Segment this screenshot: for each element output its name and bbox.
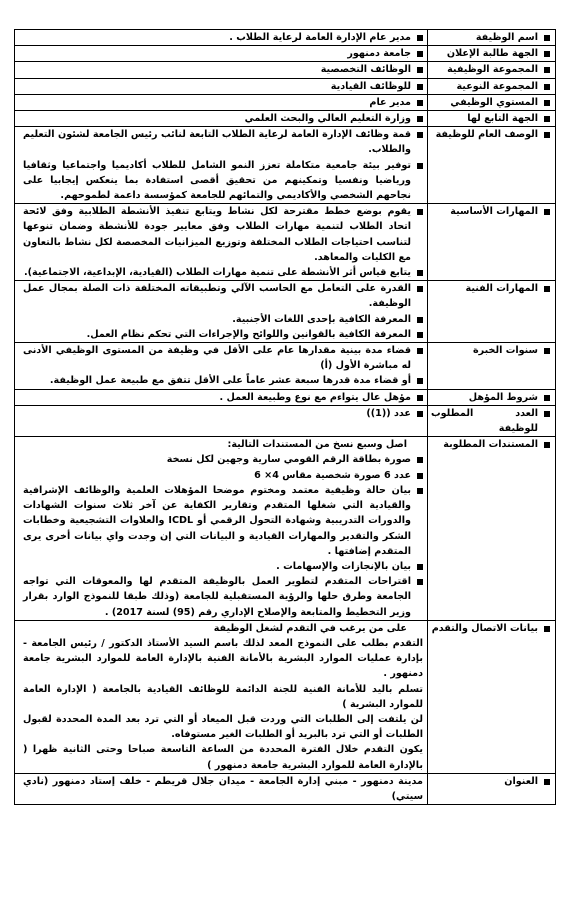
row-label — [431, 127, 550, 142]
table-row — [15, 343, 556, 390]
row-paragraph: يكون التقدم خلال الفترة المحددة من الساعة التاسعة صباحا وحتى الثانية ظهرا ( بالإدارة العامة للموارد البشرية جامعة دمنهور ) — [23, 744, 423, 771]
row-bullet-item — [23, 406, 423, 421]
bullet-square-icon — [544, 100, 550, 106]
bullet-square-icon — [544, 626, 550, 632]
row-intro-text: على من يرغب في التقدم لشغل الوظيفة — [213, 622, 407, 634]
table-row — [15, 405, 556, 436]
row-label-cell — [428, 78, 556, 94]
table-row — [15, 773, 556, 804]
row-bullet-item — [23, 30, 423, 45]
row-paragraph: تسلم باليد للأمانة الفنية للجنة الدائمة للوظائف القيادية بالجامعة ( الإدارة العامة للموارد البشرية ) — [23, 683, 423, 710]
row-paragraph: مدينة دمنهور - مبني إدارة الجامعة - ميدان جلال قريطم - خلف إستاد دمنهور (نادي سيتي) — [23, 775, 423, 802]
row-value-cell — [15, 30, 428, 46]
row-bullet-item — [23, 79, 423, 94]
table-row — [15, 46, 556, 62]
bullet-square-icon — [544, 442, 550, 448]
row-value-cell — [15, 127, 428, 204]
row-value-cell — [15, 46, 428, 62]
row-paragraph: التقدم بطلب على النموذج المعد لذلك باسم السيد الأستاذ الدكتور / رئيس الجامعة - بإدارة عمليات الموارد البشرية بالأمانة الفنية بالإدارة العامة للموارد البشرية جامعة دمنهور . — [23, 637, 423, 680]
bullet-square-icon — [417, 488, 423, 494]
row-bullet-item — [23, 265, 423, 280]
row-bullet-text: وزارة التعليم العالي والبحث العلمي — [244, 113, 411, 125]
row-bullet-item — [23, 204, 423, 265]
job-details-table — [14, 29, 556, 805]
bullet-square-icon — [544, 84, 550, 90]
row-bullet-item — [23, 158, 423, 204]
row-bullet-text: قضاء مدة بينية مقدارها عام على الأقل في وظيفة من المستوى الوظيفي الأدنى له مباشرة الأول (أ) — [23, 345, 411, 372]
row-label-text: الجهة طالبة الإعلان — [446, 48, 538, 60]
row-bullet-item — [23, 574, 423, 620]
row-label-text: المهارات الفنية — [465, 283, 538, 295]
row-label-cell — [428, 94, 556, 110]
row-value-cell — [15, 94, 428, 110]
bullet-square-icon — [417, 84, 423, 90]
row-bullet-item — [23, 373, 423, 388]
bullet-square-icon — [417, 395, 423, 401]
table-row — [15, 30, 556, 46]
bullet-square-icon — [417, 473, 423, 479]
bullet-square-icon — [544, 286, 550, 292]
bullet-square-icon — [417, 348, 423, 354]
row-bullet-item — [23, 468, 423, 483]
row-label-cell — [428, 127, 556, 204]
row-bullet-text: أو قضاء مدة قدرها سبعة عشر عاماً على الأقل تتفق مع طبيعة عمل الوظيفة. — [49, 375, 411, 387]
row-bullet-text: صورة بطاقة الرقم القومي سارية وجهين لكل نسخة — [166, 454, 411, 466]
row-bullet-text: الوظائف التخصصية — [320, 64, 411, 76]
row-label-text: المستوي الوظيفي — [450, 96, 538, 108]
row-bullet-text: مدير عام الإدارة العامة لرعاية الطلاب . — [229, 32, 411, 43]
row-bullet-item — [23, 46, 423, 61]
row-label — [431, 95, 550, 110]
row-label — [431, 281, 550, 296]
row-bullet-item — [23, 281, 423, 311]
row-label-cell — [428, 773, 556, 804]
row-bullet-item — [23, 127, 423, 157]
row-label-text: المجموعة الوظيفية — [447, 64, 538, 76]
row-bullet-item — [23, 327, 423, 342]
row-label — [431, 406, 550, 436]
row-label-text: المستندات المطلوبة — [443, 439, 538, 451]
row-value-cell — [15, 204, 428, 281]
bullet-square-icon — [417, 209, 423, 215]
bullet-square-icon — [544, 395, 550, 401]
row-label — [431, 30, 550, 45]
row-label — [431, 62, 550, 77]
row-value-cell — [15, 437, 428, 620]
row-paragraph: لن يلتفت إلى الطلبات التي وردت قبل الميعاد أو التي ترد بعد المدة المحددة لقبول الطلبات أو التي ترد بالبريد أو الطلبات الغير مستوفاه. — [23, 713, 423, 741]
row-label — [431, 621, 550, 636]
job-details-body — [15, 30, 556, 805]
row-bullet-item — [23, 111, 423, 126]
bullet-square-icon — [544, 209, 550, 215]
row-value-cell — [15, 405, 428, 436]
row-label-text: اسم الوظيفة — [475, 32, 538, 43]
row-label-cell — [428, 204, 556, 281]
bullet-square-icon — [417, 67, 423, 73]
table-row — [15, 62, 556, 78]
row-label-cell — [428, 343, 556, 390]
row-bullet-text: عدد ((1)) — [366, 407, 411, 419]
row-bullet-text: قمة وظائف الإدارة العامة لرعاية الطلاب التابعة لنائب رئيس الجامعة لشئون التعليم والطلاب. — [23, 129, 411, 156]
row-bullet-text: المعرفة الكافية بإحدى اللغات الأجنبية. — [232, 313, 411, 325]
table-row — [15, 78, 556, 94]
row-bullet-text: يتابع قياس أثر الأنشطة على تنمية مهارات الطلاب (القيادية، الإبداعية، الاجتماعية). — [24, 267, 411, 279]
table-row — [15, 204, 556, 281]
row-label-cell — [428, 405, 556, 436]
row-label-cell — [428, 281, 556, 343]
row-label — [431, 390, 550, 405]
bullet-square-icon — [417, 51, 423, 57]
row-label-text: بيانات الاتصال والتقدم — [431, 622, 538, 634]
row-label-cell — [428, 620, 556, 773]
row-bullet-text: اقتراحات المتقدم لتطوير العمل بالوظيفة المتقدم لها والمعوقات التي تواجه الجامعة وطرق حلها والرؤية المستقبلية للجامعة (وذلك طبقا للنموذج الوارد بقرار وزير التخطيط والمتابعة والإصلاح الإداري رقم (95) لسنة 2017) . — [23, 576, 411, 618]
row-label — [431, 79, 550, 94]
row-label-cell — [428, 389, 556, 405]
row-bullet-item — [23, 390, 423, 405]
bullet-square-icon — [544, 51, 550, 57]
bullet-square-icon — [544, 116, 550, 122]
bullet-square-icon — [417, 35, 423, 41]
row-label — [431, 111, 550, 126]
row-value-cell — [15, 281, 428, 343]
bullet-square-icon — [417, 163, 423, 169]
bullet-square-icon — [417, 564, 423, 570]
row-bullet-text: للوظائف القيادية — [330, 80, 411, 92]
table-row — [15, 111, 556, 127]
row-bullet-text: القدرة على التعامل مع الحاسب الآلي وتطبيقاته المختلفة ذات الصلة بمجال عمل الوظيفة. — [23, 283, 411, 310]
bullet-square-icon — [417, 286, 423, 292]
row-label — [431, 437, 550, 452]
row-bullet-item — [23, 559, 423, 574]
row-value-cell — [15, 62, 428, 78]
row-bullet-item — [23, 343, 423, 373]
row-bullet-text: يقوم بوضع خطط مقترحة لكل نشاط ويتابع تنفيذ الأنشطة الطلابية وفق لائحة اتحاد الطلاب لتنمية مهارات الطلاب وفق معايير جودة للأنشطة وضمان تنوعها لتناسب احتياجات الطلاب المختلفة وتوزيع الميزانيات المخصصة لكل نشاط بالتعاون مع الكليات والمعاهد. — [23, 206, 411, 263]
bullet-square-icon — [417, 317, 423, 323]
row-label-text: الوصف العام للوظيفة — [435, 129, 538, 141]
row-bullet-item — [23, 95, 423, 110]
row-label — [431, 46, 550, 61]
bullet-square-icon — [417, 457, 423, 463]
row-label-cell — [428, 437, 556, 620]
bullet-square-icon — [417, 270, 423, 276]
table-row — [15, 389, 556, 405]
row-bullet-text: مدير عام — [369, 96, 411, 108]
row-label-text: شروط المؤهل — [468, 391, 538, 403]
bullet-square-icon — [544, 411, 550, 417]
bullet-square-icon — [417, 132, 423, 138]
row-bullet-text: عدد 6 صورة شخصية مقاس 4× 6 — [254, 469, 411, 481]
row-value-cell — [15, 620, 428, 773]
row-label-text: المجموعة النوعية — [456, 80, 538, 92]
row-bullet-item — [23, 483, 423, 559]
row-value-cell — [15, 343, 428, 390]
row-bullet-item — [23, 62, 423, 77]
row-label-text: العنوان — [504, 775, 538, 787]
row-label-cell — [428, 62, 556, 78]
row-bullet-item — [23, 312, 423, 327]
row-label-cell — [428, 111, 556, 127]
row-label-cell — [428, 30, 556, 46]
row-bullet-item — [23, 452, 423, 467]
table-row — [15, 127, 556, 204]
row-bullet-text: جامعة دمنهور — [347, 48, 411, 60]
row-value-cell — [15, 78, 428, 94]
row-bullet-text: مؤهل عال يتواءم مع نوع وطبيعة العمل . — [219, 391, 411, 403]
table-row — [15, 281, 556, 343]
table-row — [15, 620, 556, 773]
row-value-cell — [15, 389, 428, 405]
row-label-text: المهارات الأساسية — [450, 206, 538, 218]
row-label-text: العدد المطلوب للوظيفة — [431, 407, 538, 435]
bullet-square-icon — [544, 67, 550, 73]
row-bullet-text: بيان حالة وظيفية معتمد ومختوم موضحا المؤهلات العلمية والوظائف الإشرافية والقيادية التي شغلها المتقدم وتقارير الكفاية عن آخر ثلاث سنوات الشهادات والدورات التدريبية وشهادة التحول الرقمي أو ICDL والعلاوات التشجيعية وخطابات الشكر والتقدير والمهارات القيادية و البيانات التي إن وجدت واي بيانات أخرى يرى المتقدم إضافتها . — [23, 484, 411, 557]
row-bullet-text: المعرفة الكافية بالقوانين واللوائح والإجراءات التي تحكم نظام العمل. — [86, 328, 411, 340]
bullet-square-icon — [417, 378, 423, 384]
row-bullet-text: توفير بيئة جامعية متكاملة تعزز النمو الشامل للطلاب أكاديميا واجتماعيا وثقافيا ورياضيا ونفسيا وتمكينهم من تحقيق أقصى استفادة بما ينعكس إيجابيا على نجاحهم الشخصي والأكاديمي والتمائهم للجامعة كمؤسسة داعمة لطموحهم. — [23, 159, 411, 202]
bullet-square-icon — [544, 132, 550, 138]
row-value-cell — [15, 111, 428, 127]
bullet-square-icon — [417, 116, 423, 122]
bullet-square-icon — [417, 579, 423, 585]
bullet-square-icon — [417, 332, 423, 338]
row-bullet-text: بيان بالإنجازات والإسهامات . — [276, 560, 411, 572]
row-label — [431, 204, 550, 219]
row-label — [431, 774, 550, 789]
bullet-square-icon — [544, 348, 550, 354]
table-row — [15, 94, 556, 110]
row-value-cell — [15, 773, 428, 804]
table-row — [15, 437, 556, 620]
row-label-cell — [428, 46, 556, 62]
row-label-text: الجهة التابع لها — [467, 113, 538, 125]
bullet-square-icon — [417, 411, 423, 417]
row-label-text: سنوات الخبرة — [473, 345, 538, 357]
row-intro-text: اصل وسبع نسخ من المستندات التالية: — [227, 439, 407, 451]
bullet-square-icon — [544, 35, 550, 41]
bullet-square-icon — [544, 779, 550, 785]
bullet-square-icon — [417, 100, 423, 106]
row-label — [431, 343, 550, 358]
